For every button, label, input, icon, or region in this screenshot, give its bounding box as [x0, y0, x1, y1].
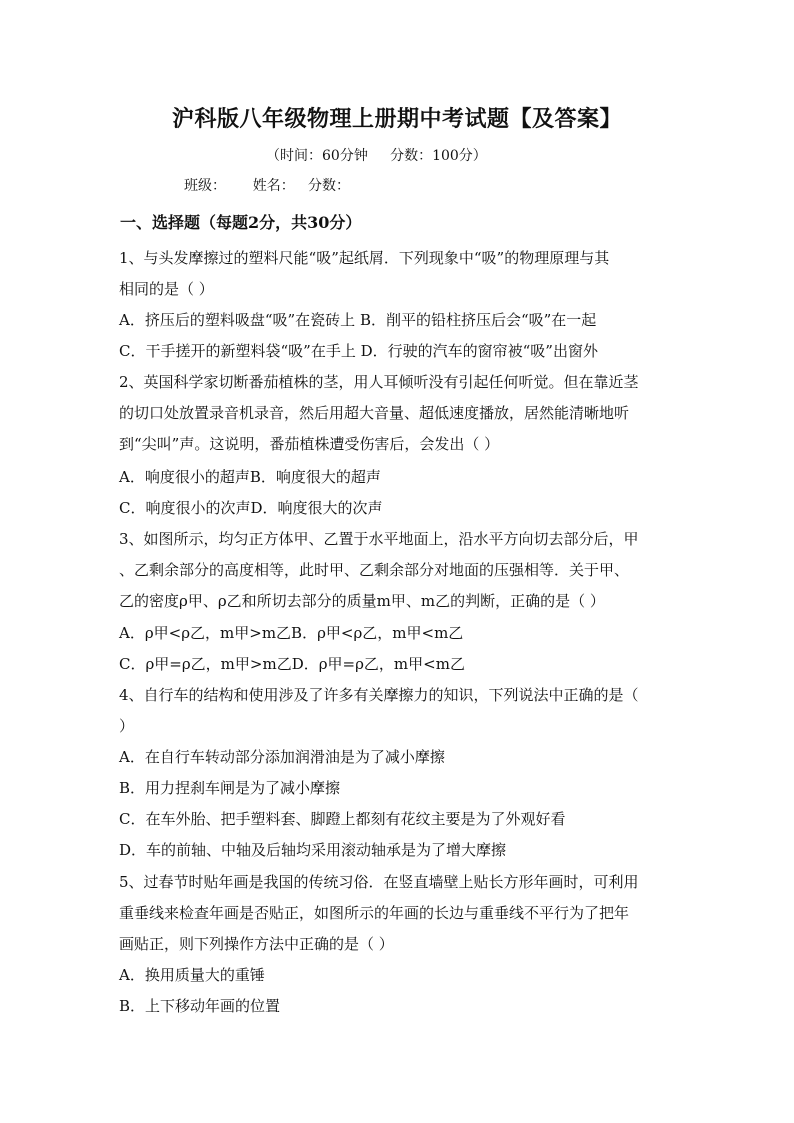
question-line: 、乙剩余部分的高度相等，此时甲、乙剩余部分对地面的压强相等．关于甲、 — [119, 561, 630, 579]
option-line: C．干手搓开的新塑料袋“吸”在手上 D．行驶的汽车的窗帘被“吸”出窗外 — [119, 342, 598, 360]
question-line: 相同的是（ ） — [119, 280, 214, 298]
question-line: 乙的密度ρ甲、ρ乙和所切去部分的质量m甲、m乙的判断，正确的是（ ） — [119, 592, 605, 610]
student-info-line: 班级： 姓名： 分数： — [184, 178, 351, 194]
question-line: 的切口处放置录音机录音，然后用超大音量、超低速度播放，居然能清晰地听 — [119, 404, 630, 422]
option-line: C．响度很小的次声D．响度很大的次声 — [119, 499, 383, 517]
question-line: 5、过春节时贴年画是我国的传统习俗．在竖直墙壁上贴长方形年画时，可利用 — [119, 873, 639, 891]
question-line: 到“尖叫”声。这说明，番茄植株遭受伤害后，会发出（ ） — [119, 435, 500, 453]
option-line: A．响度很小的超声B．响度很大的超声 — [119, 468, 381, 486]
question-line: 1、与头发摩擦过的塑料尺能“吸”起纸屑．下列现象中“吸”的物理原理与其 — [119, 249, 610, 267]
page-title: 沪科版八年级物理上册期中考试题【及答案】 — [171, 106, 622, 132]
option-line: C．在车外胎、把手塑料套、脚蹬上都刻有花纹主要是为了外观好看 — [119, 810, 566, 828]
question-line: 重垂线来检查年画是否贴正，如图所示的年画的长边与重垂线不平行为了把年 — [119, 904, 630, 922]
question-line: 3、如图所示，均匀正方体甲、乙置于水平地面上，沿水平方向切去部分后，甲 — [119, 530, 639, 548]
question-line: 2、英国科学家切断番茄植株的茎，用人耳倾听没有引起任何听觉。但在靠近茎 — [119, 373, 639, 391]
option-line: B．上下移动年画的位置 — [119, 997, 281, 1015]
option-line: D．车的前轴、中轴及后轴均采用滚动轴承是为了增大摩擦 — [119, 841, 507, 859]
option-line: A．在自行车转动部分添加润滑油是为了减小摩擦 — [119, 748, 445, 766]
section-heading: 一、选择题（每题2分，共30分） — [120, 213, 362, 232]
question-line: ） — [119, 717, 135, 735]
question-line: 4、自行车的结构和使用涉及了许多有关摩擦力的知识，下列说法中正确的是（ — [119, 686, 639, 704]
question-line: 画贴正，则下列操作方法中正确的是（ ） — [119, 935, 394, 953]
exam-time-score: （时间：60分钟 分数：100分） — [266, 148, 487, 164]
option-line: A．换用质量大的重锤 — [119, 966, 265, 984]
option-line: B．用力捏刹车闸是为了减小摩擦 — [119, 779, 341, 797]
option-line: A．ρ甲<ρ乙，m甲>m乙B．ρ甲<ρ乙，m甲<m乙 — [119, 624, 464, 642]
option-line: A．挤压后的塑料吸盘“吸”在瓷砖上 B．削平的铅柱挤压后会“吸”在一起 — [119, 311, 597, 329]
option-line: C．ρ甲=ρ乙，m甲>m乙D．ρ甲=ρ乙，m甲<m乙 — [119, 655, 465, 673]
